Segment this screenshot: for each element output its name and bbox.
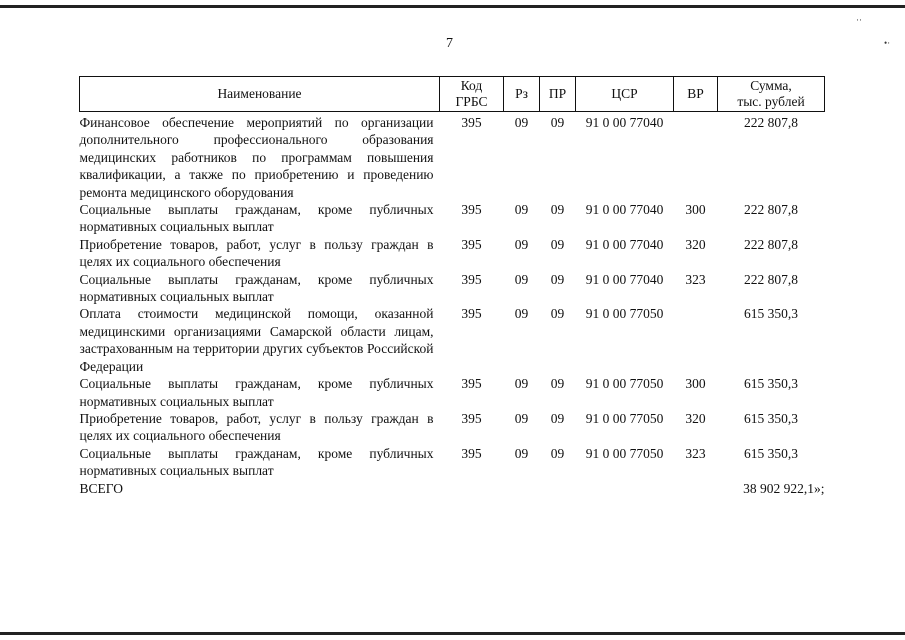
- row-name: Социальные выплаты гражданам, кроме публичных нормативных социальных выплат: [79, 202, 434, 235]
- total-row: [80, 480, 825, 497]
- row-rz: 09: [514, 202, 529, 218]
- row-vr: [674, 305, 718, 375]
- row-vr: 320: [685, 236, 706, 252]
- row-sum: 222 807,8: [744, 271, 798, 287]
- table-row: [80, 305, 825, 375]
- total-label: ВСЕГО: [79, 480, 123, 496]
- row-name: Социальные выплаты гражданам, кроме публичных нормативных социальных выплат: [79, 445, 434, 479]
- row-code: 395: [461, 445, 482, 461]
- row-csr: 91 0 00 77040: [585, 271, 664, 287]
- row-name: Финансовое обеспечение мероприятий по организации дополнительного профессионального образования медицинских работников по программам повышения квалификации, а также по приобретению и проведению ремонта медицинского оборудования: [79, 115, 434, 200]
- row-csr: 91 0 00 77040: [585, 236, 664, 252]
- header-csr: ЦСР: [576, 77, 674, 112]
- row-rz: 09: [514, 376, 529, 392]
- table-row: [80, 201, 825, 236]
- header-code-line2: ГРБС: [455, 94, 488, 109]
- page-top-border: [0, 5, 905, 8]
- row-rz: 09: [514, 445, 529, 461]
- row-sum: 615 350,3: [744, 376, 798, 392]
- table-body: [80, 112, 825, 497]
- header-vr: ВР: [674, 77, 718, 112]
- header-sum: [718, 77, 825, 112]
- table-header: [80, 77, 825, 112]
- header-rz: Рз: [504, 77, 540, 112]
- row-csr: 91 0 00 77040: [585, 115, 664, 130]
- row-vr: [674, 112, 718, 202]
- row-rz: 09: [514, 410, 529, 426]
- row-csr: 91 0 00 77040: [585, 202, 664, 218]
- row-sum: 222 807,8: [744, 115, 798, 130]
- row-pr: 09: [550, 376, 565, 392]
- row-csr: 91 0 00 77050: [585, 410, 664, 426]
- row-code: 395: [461, 410, 482, 426]
- row-csr: 91 0 00 77050: [585, 306, 664, 322]
- total-sum: 38 902 922,1»;: [743, 480, 825, 496]
- row-code: 395: [461, 236, 482, 252]
- row-sum: 615 350,3: [744, 445, 798, 461]
- row-pr: 09: [550, 271, 565, 287]
- row-pr: 09: [550, 202, 565, 218]
- header-name: Наименование: [80, 77, 440, 112]
- row-name: Оплата стоимости медицинской помощи, оказанной медицинскими организациями Самарской области лицам, застрахованным на территории других субъектов Российской Федерации: [79, 306, 434, 374]
- row-rz: 09: [514, 115, 529, 130]
- row-name: Приобретение товаров, работ, услуг в пользу граждан в целях их социального обеспечения: [79, 410, 434, 444]
- row-code: 395: [461, 115, 482, 130]
- row-name: Социальные выплаты гражданам, кроме публичных нормативных социальных выплат: [79, 271, 434, 305]
- row-sum: 222 807,8: [744, 236, 798, 252]
- row-rz: 09: [514, 236, 529, 252]
- row-sum: 615 350,3: [744, 306, 798, 322]
- row-vr: 300: [685, 202, 706, 218]
- row-sum: 615 350,3: [744, 410, 798, 426]
- row-pr: 09: [550, 236, 565, 252]
- page-bottom-border: [0, 632, 905, 635]
- row-name: Социальные выплаты гражданам, кроме публичных нормативных социальных выплат: [79, 376, 434, 409]
- corner-mark-right: •·: [884, 38, 891, 48]
- row-rz: 09: [514, 306, 529, 322]
- table-row: [80, 271, 825, 306]
- row-vr: 323: [685, 271, 706, 287]
- header-code: [440, 77, 504, 112]
- row-sum: 222 807,8: [744, 202, 798, 218]
- table-row: [80, 410, 825, 445]
- row-code: 395: [461, 271, 482, 287]
- row-vr: 300: [685, 376, 706, 392]
- row-pr: 09: [550, 410, 565, 426]
- row-pr: 09: [550, 445, 565, 461]
- table-row: [80, 375, 825, 410]
- header-sum-line1: Сумма,: [750, 78, 792, 93]
- row-code: 395: [461, 306, 482, 322]
- table-row: [80, 236, 825, 271]
- row-csr: 91 0 00 77050: [585, 376, 664, 392]
- row-csr: 91 0 00 77050: [585, 445, 664, 461]
- row-name: Приобретение товаров, работ, услуг в пользу граждан в целях их социального обеспечения: [79, 236, 434, 270]
- table-row: [80, 112, 825, 202]
- row-code: 395: [461, 376, 482, 392]
- table-row: [80, 445, 825, 480]
- row-code: 395: [461, 202, 482, 218]
- budget-table: [79, 76, 825, 497]
- corner-mark-top: ··: [856, 15, 862, 25]
- row-pr: 09: [550, 306, 565, 322]
- header-sum-line2: тыс. рублей: [737, 94, 805, 109]
- header-code-line1: Код: [460, 78, 483, 93]
- row-pr: 09: [550, 115, 565, 130]
- row-rz: 09: [514, 271, 529, 287]
- row-vr: 320: [685, 410, 706, 426]
- header-pr: ПР: [540, 77, 576, 112]
- row-vr: 323: [685, 445, 706, 461]
- page-number: 7: [446, 36, 453, 51]
